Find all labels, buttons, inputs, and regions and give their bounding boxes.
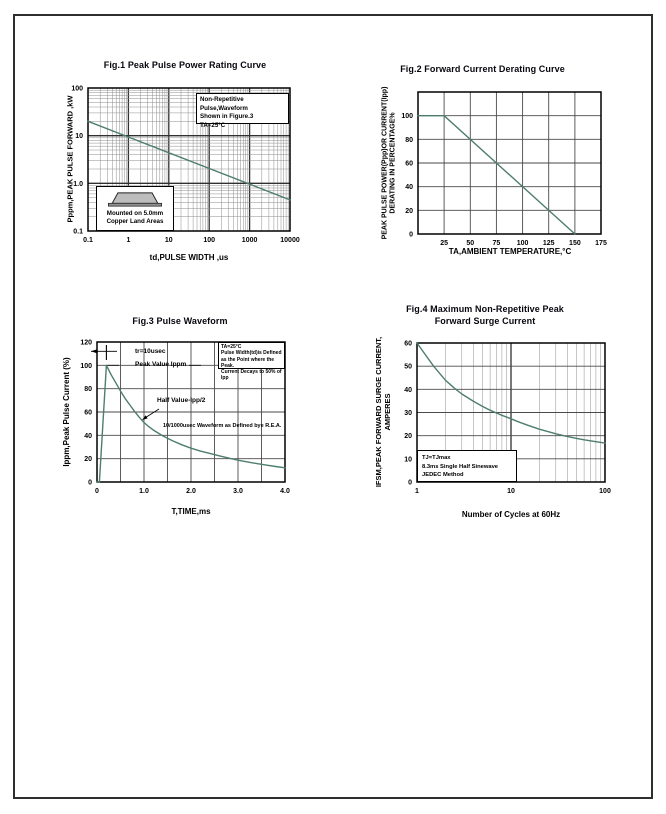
svg-text:0: 0 <box>88 479 92 487</box>
fig3-waveform-definition-annotation: 10/1000usec Waveform as Defined bye R.E.A. <box>163 423 282 429</box>
fig2-title: Fig.2 Forward Current Derating Curve <box>400 64 565 74</box>
svg-text:1: 1 <box>415 488 419 495</box>
svg-text:10000: 10000 <box>280 237 300 244</box>
fig3-annotation-arrows <box>91 345 201 420</box>
svg-text:0.1: 0.1 <box>83 237 93 244</box>
fig3-note-line: TA=25°C <box>221 344 242 350</box>
fig1-title: Fig.1 Peak Pulse Power Rating Curve <box>103 60 267 70</box>
chart-fig3-pulse-waveform <box>55 305 305 530</box>
svg-text:0: 0 <box>408 479 412 487</box>
fig4-note-box <box>417 450 517 482</box>
svg-text:125: 125 <box>542 240 555 247</box>
svg-text:100: 100 <box>401 113 413 121</box>
svg-text:1.0: 1.0 <box>73 180 83 188</box>
svg-text:80: 80 <box>84 386 92 394</box>
fig3-note-line: Pulse Width(td)is Defined <box>221 350 282 357</box>
fig1-inset-line: Copper Land Areas <box>106 217 164 225</box>
chart-fig2-derating <box>350 55 615 270</box>
svg-text:0: 0 <box>409 231 413 239</box>
svg-text:75: 75 <box>492 240 501 247</box>
svg-text:10: 10 <box>75 133 83 141</box>
svg-text:60: 60 <box>405 160 413 168</box>
fig4-note-line: 8.3ms Single Half Sinewave <box>422 463 499 470</box>
svg-text:80: 80 <box>405 136 413 144</box>
svg-text:10: 10 <box>507 488 515 495</box>
chart-fig4-surge-current <box>350 298 620 533</box>
svg-text:120: 120 <box>80 339 92 347</box>
fig1-note-line: TA=25°C <box>200 122 226 130</box>
svg-text:0.1: 0.1 <box>73 228 83 236</box>
svg-text:1: 1 <box>126 237 131 244</box>
fig3-peak-value-annotation: Peak Value Ippm <box>135 361 187 368</box>
svg-text:100: 100 <box>516 240 529 247</box>
svg-text:4.0: 4.0 <box>280 488 290 495</box>
fig2-y-axis-label: PEAK PULSE POWER(Ppp)OR CURRENT(Ipp) DERATING IN PERCENTAGE% <box>381 86 397 240</box>
svg-text:100: 100 <box>71 85 83 93</box>
svg-text:100: 100 <box>599 488 611 495</box>
fig3-rise-time-annotation: tr=10usec <box>135 348 166 355</box>
svg-text:40: 40 <box>84 432 92 440</box>
svg-text:10: 10 <box>404 456 412 464</box>
svg-text:175: 175 <box>595 240 607 247</box>
svg-text:60: 60 <box>404 340 412 348</box>
chart-fig1-peak-pulse-power <box>60 55 310 275</box>
fig3-half-value-annotation: Half Value-Ipp/2 <box>157 397 206 404</box>
fig4-note-line: JEDEC Method <box>422 472 464 479</box>
svg-text:20: 20 <box>405 207 413 215</box>
svg-text:40: 40 <box>405 184 413 192</box>
svg-text:60: 60 <box>84 409 92 417</box>
smd-package-icon <box>107 190 163 209</box>
fig3-note-line: Current Decays to 50% of Ipp <box>221 369 282 382</box>
svg-text:50: 50 <box>466 240 475 247</box>
svg-text:150: 150 <box>569 240 581 247</box>
fig1-y-axis-label: Pppm,PEAK PULSE FORWARD ,kW <box>65 95 75 223</box>
svg-text:30: 30 <box>404 410 412 417</box>
fig1-inset-line: Mounted on 5.0mm <box>106 210 164 217</box>
fig2-x-axis-label: TA,AMBIENT TEMPERATURE,°C <box>448 247 572 256</box>
svg-text:3.0: 3.0 <box>233 488 243 495</box>
fig1-x-axis-label: td,PULSE WIDTH ,us <box>149 253 229 262</box>
fig1-note-line: Shown in Figure.3 <box>200 113 254 121</box>
fig1-plot <box>60 55 310 275</box>
svg-text:100: 100 <box>80 362 92 370</box>
svg-text:1000: 1000 <box>241 237 258 244</box>
svg-text:50: 50 <box>404 363 412 371</box>
fig3-title: Fig.3 Pulse Waveform <box>132 316 228 326</box>
fig3-note-line: as the Point where the Peak. <box>221 356 275 369</box>
fig3-plot <box>55 305 305 530</box>
svg-text:20: 20 <box>404 433 412 441</box>
svg-text:20: 20 <box>84 456 92 464</box>
fig4-note-line: TJ=TJmax <box>422 455 451 461</box>
fig4-x-axis-label: Number of Cycles at 60Hz <box>461 510 561 519</box>
svg-text:2.0: 2.0 <box>186 488 196 495</box>
fig3-y-axis-label: Ippm,Peak Pulse Current (%) <box>62 357 72 467</box>
fig3-x-axis-label: T,TIME,ms <box>171 507 211 516</box>
svg-text:100: 100 <box>203 237 216 244</box>
fig1-note-box <box>196 93 289 130</box>
fig4-title: Fig.4 Maximum Non-Repetitive Peak Forward Surge Current <box>406 304 564 326</box>
svg-text:40: 40 <box>404 386 412 394</box>
svg-text:1.0: 1.0 <box>139 488 149 495</box>
svg-text:0: 0 <box>95 488 99 495</box>
fig1-note-line: Non-Repetitive Pulse,Waveform <box>200 96 248 112</box>
svg-text:10: 10 <box>164 237 173 244</box>
fig3-note-box <box>218 342 285 382</box>
fig1-package-inset <box>96 186 174 231</box>
fig4-y-axis-label: IFSM,PEAK FORWARD SURGE CURRENT, AMPERES <box>374 336 392 488</box>
svg-text:25: 25 <box>440 240 448 247</box>
